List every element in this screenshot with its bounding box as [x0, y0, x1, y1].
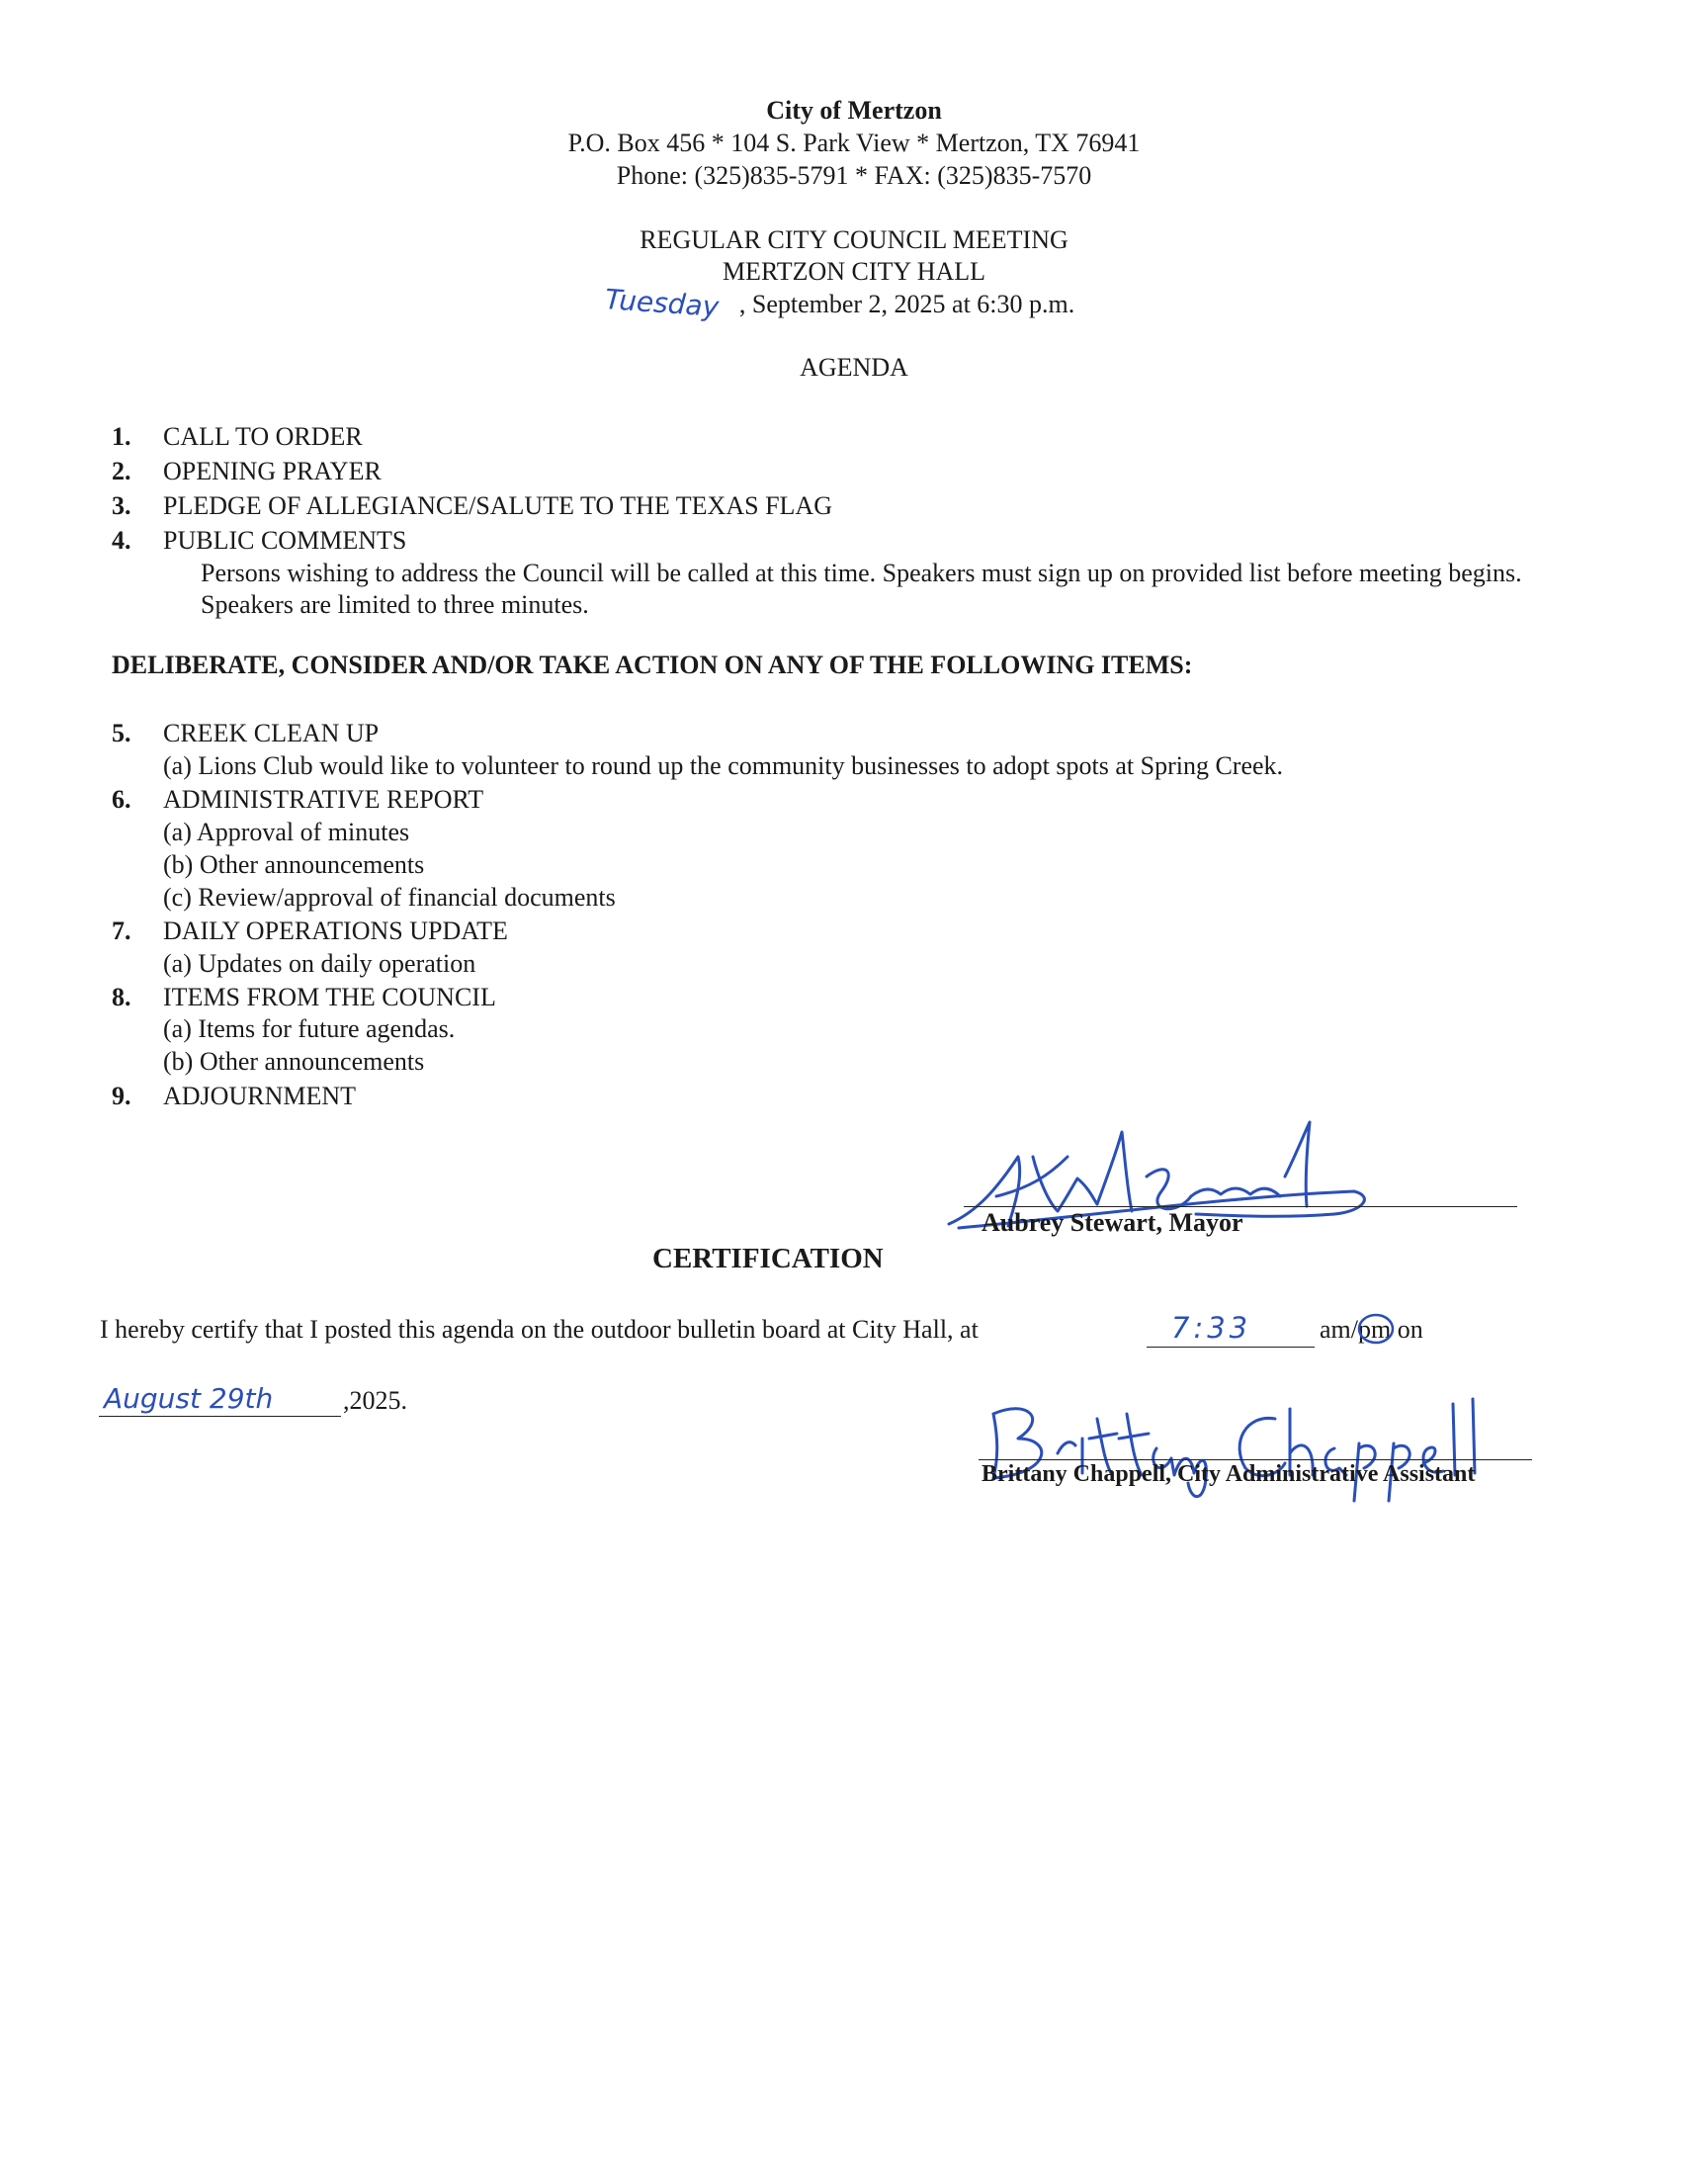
sub-item: (a) Approval of minutes — [163, 818, 410, 846]
certification-text: I hereby certify that I posted this agenda on the outdoor bulletin board at City Hall, at — [100, 1315, 979, 1344]
item-label: DAILY OPERATIONS UPDATE — [163, 917, 508, 945]
item-number: 3. — [112, 491, 131, 520]
agenda-item-5 — [0, 718, 1708, 749]
deliberate-heading: DELIBERATE, CONSIDER AND/OR TAKE ACTION ON ANY OF THE FOLLOWING ITEMS: — [112, 651, 1193, 679]
agenda-item-7 — [0, 916, 1708, 947]
city-address: P.O. Box 456 * 104 S. Park View * Mertzon, TX 76941 — [567, 129, 1141, 157]
item-number: 9. — [112, 1082, 131, 1110]
agenda-item-6 — [0, 784, 1708, 816]
agenda-item-3 — [0, 490, 1708, 522]
item-label: PUBLIC COMMENTS — [163, 526, 407, 555]
agenda-item-8 — [0, 982, 1708, 1013]
sub-item: (b) Other announcements — [163, 850, 425, 879]
item-number: 8. — [112, 983, 131, 1011]
pm-circle-mark — [1356, 1312, 1396, 1346]
certification-year: ,2025. — [343, 1386, 407, 1415]
assistant-name-title: Brittany Chappell, City Administrative Assistant — [982, 1461, 1476, 1487]
item-number: 1. — [112, 422, 131, 451]
agenda-item-9 — [0, 1081, 1708, 1112]
meeting-title: REGULAR CITY COUNCIL MEETING — [640, 225, 1068, 254]
time-blank-line — [1147, 1347, 1315, 1348]
meeting-date-line — [603, 283, 1075, 323]
handwritten-day: Tuesday — [603, 283, 721, 323]
item-label: ADMINISTRATIVE REPORT — [163, 785, 484, 814]
item-number: 7. — [112, 917, 131, 945]
public-comments-description: Persons wishing to address the Council will be called at this time. Speakers must sign up on provided list before meeting begins. Speakers are limited to three minutes. — [201, 559, 1522, 619]
assistant-signature-line — [979, 1459, 1532, 1460]
sub-item: (a) Lions Club would like to volunteer to round up the community businesses to adopt spots at Spring Creek. — [163, 751, 1284, 780]
sub-item: (a) Updates on daily operation — [163, 949, 476, 978]
item-label: PLEDGE OF ALLEGIANCE/SALUTE TO THE TEXAS FLAG — [163, 491, 832, 520]
agenda-item-2 — [0, 456, 1708, 487]
item-label: CREEK CLEAN UP — [163, 719, 380, 747]
agenda-item-4 — [0, 525, 1708, 557]
item-label: OPENING PRAYER — [163, 457, 382, 485]
city-name: City of Mertzon — [766, 96, 942, 125]
handwritten-time: 7:33 — [1171, 1311, 1252, 1345]
item-number: 4. — [112, 526, 131, 555]
certification-statement — [100, 1315, 979, 1345]
date-blank-line — [99, 1416, 341, 1417]
mayor-name-title: Aubrey Stewart, Mayor — [982, 1208, 1243, 1237]
item-label: CALL TO ORDER — [163, 422, 363, 451]
sub-item: (b) Other announcements — [163, 1047, 425, 1076]
item-number: 2. — [112, 457, 131, 485]
agenda-label: AGENDA — [800, 353, 908, 382]
meeting-date: , September 2, 2025 at 6:30 p.m. — [738, 290, 1075, 318]
certification-heading: CERTIFICATION — [652, 1243, 884, 1274]
sub-item: (a) Items for future agendas. — [163, 1014, 456, 1043]
city-phone: Phone: (325)835-5791 * FAX: (325)835-7570 — [616, 161, 1092, 190]
agenda-item-1 — [0, 421, 1708, 453]
mayor-signature-line — [964, 1206, 1517, 1207]
sub-item: (c) Review/approval of financial documents — [163, 883, 616, 912]
item-label: ADJOURNMENT — [163, 1082, 356, 1110]
handwritten-date: August 29th — [104, 1382, 274, 1415]
meeting-location: MERTZON CITY HALL — [722, 257, 986, 286]
item-number: 5. — [112, 719, 131, 747]
item-number: 6. — [112, 785, 131, 814]
item-label: ITEMS FROM THE COUNCIL — [163, 983, 496, 1011]
ampm-text: am/pm on — [1320, 1315, 1423, 1344]
